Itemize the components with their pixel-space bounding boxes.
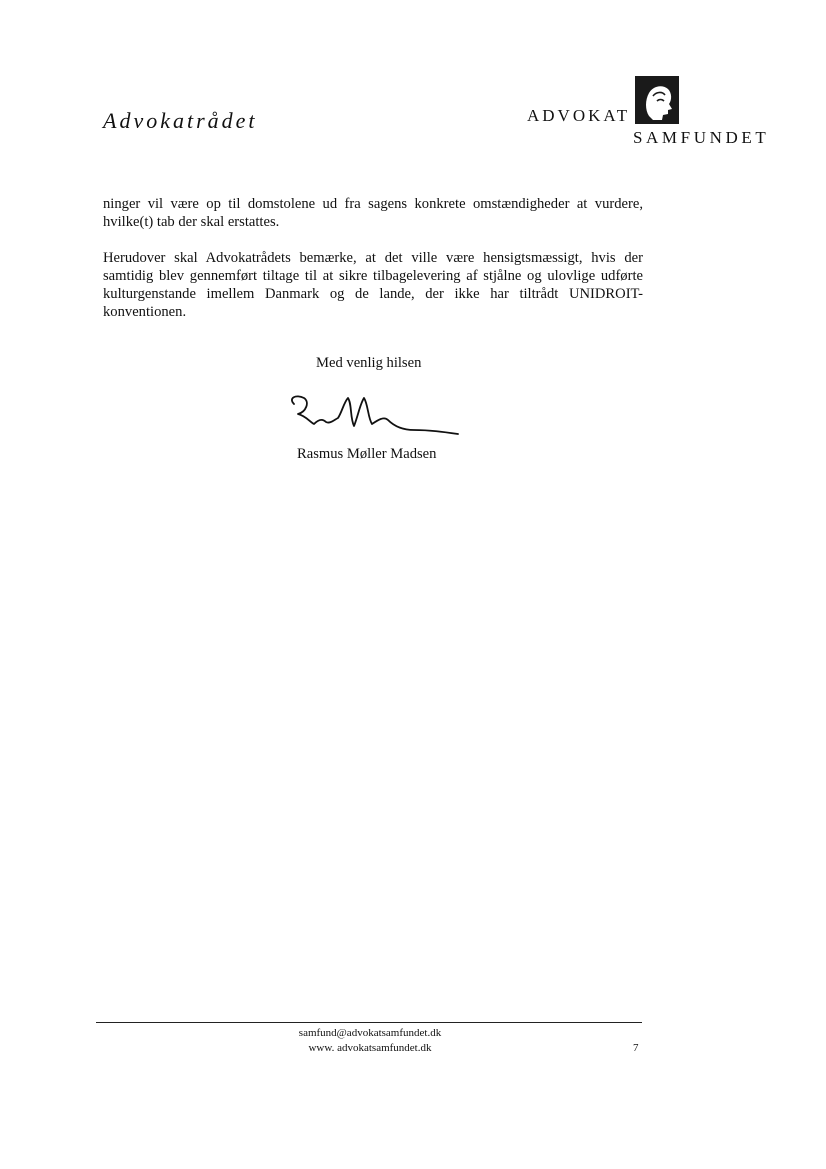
handwritten-signature <box>284 390 464 442</box>
header-left-title: Advokatrådet <box>103 108 258 133</box>
footer-website[interactable]: www. advokatsamfundet.dk <box>308 1042 432 1054</box>
logo-word-samfundet: SAMFUNDET <box>633 128 770 147</box>
helmeted-head-logo-icon <box>635 76 679 124</box>
signer-name: Rasmus Møller Madsen <box>297 446 437 462</box>
footer-rule <box>96 1022 642 1023</box>
logo-word-advokat: ADVOKAT <box>527 106 631 125</box>
logo <box>520 74 780 154</box>
closing-greeting: Med venlig hilsen <box>316 355 422 371</box>
paragraph-1: ninger vil være op til domstolene ud fra sagens konkrete omstændigheder at vurdere, hvilke(t) tab der skal erstattes. <box>103 196 643 230</box>
footer-email[interactable]: samfund@advokatsamfundet.dk <box>298 1027 442 1039</box>
page-number: 7 <box>633 1042 639 1054</box>
paragraph-2: Herudover skal Advokatrådets bemærke, at det ville være hensigtsmæssigt, hvis der samtidig blev gennemført tiltage til at sikre tilbagelevering af stjålne og ulovlige udførte kulturgenstande imellem Danmark og de lande, der ikke har tiltrådt UNIDROIT-konventionen. <box>103 250 643 320</box>
